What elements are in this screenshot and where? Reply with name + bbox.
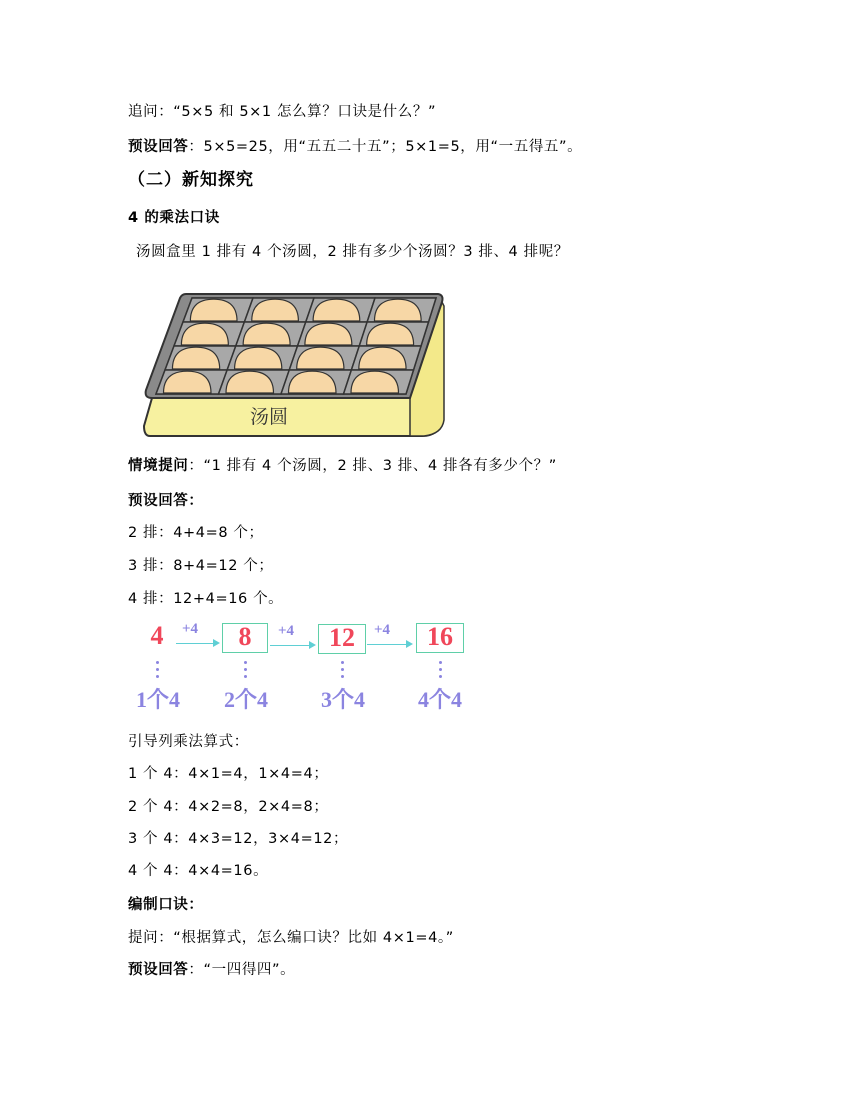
group-label-1: 1个4 — [135, 687, 180, 712]
preset-answer-heading: 预设回答： — [128, 493, 204, 509]
final-answer-text: ：“一四得四”。 — [188, 962, 296, 978]
formula-3: 3 个 4：4×3=12，3×4=12； — [128, 831, 349, 847]
preset-answer-label: 预设回答 — [128, 139, 189, 155]
dots-3 — [341, 661, 345, 682]
step-label-1: +4 — [182, 621, 199, 637]
compose-heading: 编制口诀： — [128, 897, 204, 913]
step-label-3: +4 — [374, 622, 391, 638]
group-label-2: 2个4 — [223, 687, 268, 712]
tray-label: 汤圆 — [250, 406, 289, 428]
guide-text: 引导列乘法算式： — [128, 734, 249, 750]
sequence-value-1: 4 — [150, 621, 164, 650]
group-label-4: 4个4 — [417, 687, 462, 712]
context-question-label: 情境提问 — [128, 458, 189, 474]
answer-row-2: 2 排：4+4=8 个； — [128, 525, 264, 541]
dots-1 — [156, 661, 160, 682]
preset-answer-1 — [128, 137, 582, 157]
sub-heading: 4 的乘法口诀 — [128, 210, 220, 226]
compose-question: 提问：“根据算式，怎么编口诀？比如 4×1=4。” — [128, 930, 454, 946]
context-question-text: ：“1 排有 4 个汤圆，2 排、3 排、4 排各有多少个？” — [188, 458, 557, 474]
tray-cells — [156, 298, 436, 394]
sequence-value-4: 16 — [427, 622, 453, 651]
formula-4: 4 个 4：4×4=16。 — [128, 863, 269, 879]
tangyuan-tray-illustration — [140, 290, 446, 440]
section-heading: （二）新知探究 — [128, 170, 254, 190]
final-answer — [128, 960, 295, 980]
dots-4 — [439, 661, 443, 682]
formula-1: 1 个 4：4×1=4，1×4=4； — [128, 766, 329, 782]
answer-row-4: 4 排：12+4=16 个。 — [128, 591, 284, 607]
follow-up-question: 追问：“5×5 和 5×1 怎么算？口诀是什么？” — [128, 104, 437, 120]
final-answer-label: 预设回答 — [128, 962, 189, 978]
context-question — [128, 456, 557, 476]
answer-row-3: 3 排：8+4=12 个； — [128, 558, 274, 574]
sequence-value-2: 8 — [238, 622, 252, 651]
step-arrow-1 — [176, 643, 218, 644]
step-arrow-3 — [367, 644, 411, 645]
group-label-3: 3个4 — [320, 687, 365, 712]
dots-2 — [244, 661, 248, 682]
formula-2: 2 个 4：4×2=8，2×4=8； — [128, 799, 329, 815]
sequence-value-3: 12 — [329, 623, 355, 652]
problem-question: 汤圆盒里 1 排有 4 个汤圆，2 排有多少个汤圆？3 排、4 排呢？ — [136, 244, 569, 260]
step-arrow-2 — [270, 645, 314, 646]
step-label-2: +4 — [278, 623, 295, 639]
addition-sequence-diagram — [135, 615, 480, 720]
preset-answer-text: ：5×5=25，用“五五二十五”；5×1=5，用“一五得五”。 — [188, 139, 583, 155]
